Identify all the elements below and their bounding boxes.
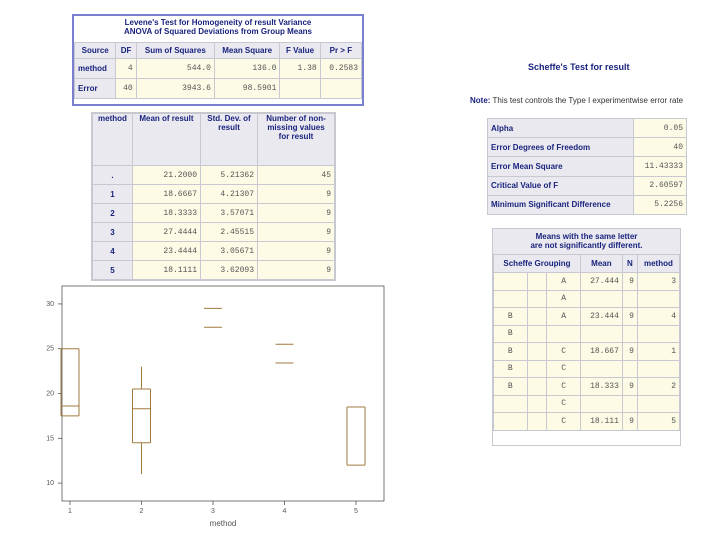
- grouping-letter: [494, 273, 528, 291]
- table-row: [494, 325, 680, 343]
- cell: 136.0: [214, 59, 279, 79]
- cell: 18.333: [580, 378, 622, 396]
- y-axis: [46, 301, 62, 487]
- cell: 18.1111: [132, 261, 200, 280]
- box-method-2: [133, 367, 151, 475]
- grouping-letter: [527, 413, 547, 431]
- x-tick-label: 1: [68, 508, 72, 515]
- table-row: [494, 360, 680, 378]
- grouping-letter: B: [494, 325, 528, 343]
- cell: [580, 360, 622, 378]
- table-row: [494, 395, 680, 413]
- cell: [637, 325, 679, 343]
- cell: 9: [258, 223, 335, 242]
- y-tick-label: 15: [46, 435, 54, 443]
- x-tick-label: 2: [139, 508, 144, 515]
- grouping-letter: [547, 325, 581, 343]
- cell: [622, 395, 637, 413]
- grouping-letter: [527, 395, 547, 413]
- col-header: Std. Dev. of result: [201, 114, 258, 166]
- grouping-letter: [527, 325, 547, 343]
- grouping-title: Means with the same letter: [493, 229, 680, 241]
- grouping-letter: C: [547, 343, 581, 361]
- box-method-1: [61, 349, 79, 416]
- cell: 1.38: [280, 59, 320, 79]
- table-row: [75, 79, 362, 99]
- levene-title: Levene's Test for Homogeneity of result Variance: [124, 18, 312, 27]
- grouping-subtitle: are not significantly different.: [493, 241, 680, 254]
- x-axis-label: method: [209, 519, 237, 528]
- scheffe-note: [470, 96, 683, 105]
- cell: [320, 79, 361, 99]
- col-header: DF: [116, 43, 136, 59]
- grouping-letter: C: [547, 378, 581, 396]
- x-tick-label: 4: [282, 508, 287, 515]
- boxplot-chart: [40, 280, 392, 532]
- row-header: Error: [75, 79, 116, 99]
- cell: 4: [637, 308, 679, 326]
- cell: 40: [634, 138, 687, 157]
- cell: 0.05: [634, 119, 687, 138]
- y-tick-label: 10: [46, 480, 54, 488]
- row-header: 2: [93, 204, 133, 223]
- cell: [637, 395, 679, 413]
- box-method-3: [204, 308, 222, 327]
- cell: 9: [258, 204, 335, 223]
- col-header: Mean of result: [132, 114, 200, 166]
- cell: [622, 290, 637, 308]
- col-header: Source: [75, 43, 116, 59]
- table-row: [93, 242, 335, 261]
- grouping-letter: B: [494, 308, 528, 326]
- row-header: Critical Value of F: [488, 176, 634, 195]
- table-row: [494, 290, 680, 308]
- grouping-letter: C: [547, 413, 581, 431]
- cell: 2.45515: [201, 223, 258, 242]
- scheffe-grouping-wrap: [492, 228, 681, 446]
- grouping-letter: C: [547, 360, 581, 378]
- grouping-letter: [527, 360, 547, 378]
- table-row: [93, 223, 335, 242]
- cell: 544.0: [136, 59, 214, 79]
- x-axis: [68, 501, 358, 515]
- note-text: This test controls the Type I experimentwise error rate: [492, 96, 684, 105]
- grouping-letter: B: [494, 378, 528, 396]
- table-row: [488, 176, 687, 195]
- cell: 9: [622, 308, 637, 326]
- scheffe-title: Scheffe's Test for result: [528, 62, 630, 72]
- cell: 9: [622, 413, 637, 431]
- grouping-letter: [494, 290, 528, 308]
- grouping-letter: [527, 273, 547, 291]
- row-header: Alpha: [488, 119, 634, 138]
- table-row: [494, 343, 680, 361]
- scheffe-stats-table: [487, 118, 687, 215]
- table-row: [93, 166, 335, 185]
- cell: 5.2256: [634, 195, 687, 214]
- cell: 27.444: [580, 273, 622, 291]
- cell: 11.43333: [634, 157, 687, 176]
- row-header: Error Mean Square: [488, 157, 634, 176]
- box-method-5: [347, 407, 365, 465]
- cell: 45: [258, 166, 335, 185]
- row-header: 1: [93, 185, 133, 204]
- y-tick-label: 25: [46, 345, 54, 353]
- cell: 21.2000: [132, 166, 200, 185]
- row-header: Minimum Significant Difference: [488, 195, 634, 214]
- x-tick-label: 5: [354, 508, 358, 515]
- grouping-letter: [527, 343, 547, 361]
- means-table: [92, 113, 335, 280]
- grouping-letter: B: [494, 360, 528, 378]
- table-row: [93, 261, 335, 280]
- table-row: [75, 59, 362, 79]
- table-row: [488, 195, 687, 214]
- col-header: Pr > F: [320, 43, 361, 59]
- levene-anova-table: [74, 42, 362, 99]
- table-row: [494, 308, 680, 326]
- col-header: Mean: [580, 255, 622, 273]
- grouping-letter: C: [547, 395, 581, 413]
- y-tick-label: 30: [46, 300, 54, 308]
- cell: 3.62093: [201, 261, 258, 280]
- row-header: method: [75, 59, 116, 79]
- means-table-wrap: [91, 112, 336, 281]
- cell: 5.21362: [201, 166, 258, 185]
- row-header: 3: [93, 223, 133, 242]
- scheffe-stats-wrap: [487, 118, 687, 215]
- y-tick-label: 20: [46, 390, 54, 398]
- col-header: F Value: [280, 43, 320, 59]
- levene-subtitle: ANOVA of Squared Deviations from Group Means: [123, 27, 313, 36]
- grouping-letter: A: [547, 290, 581, 308]
- cell: 18.111: [580, 413, 622, 431]
- cell: 23.4444: [132, 242, 200, 261]
- table-row: [93, 185, 335, 204]
- row-header: .: [93, 166, 133, 185]
- cell: 23.444: [580, 308, 622, 326]
- cell: 4.21307: [201, 185, 258, 204]
- cell: 9: [258, 185, 335, 204]
- cell: [637, 360, 679, 378]
- cell: [580, 395, 622, 413]
- col-header: method: [637, 255, 679, 273]
- col-header: Mean Square: [214, 43, 279, 59]
- cell: 9: [622, 343, 637, 361]
- box-method-4: [276, 344, 294, 363]
- cell: [280, 79, 320, 99]
- table-row: [494, 273, 680, 291]
- grouping-letter: [527, 378, 547, 396]
- cell: 9: [258, 242, 335, 261]
- cell: 18.6667: [132, 185, 200, 204]
- cell: 27.4444: [132, 223, 200, 242]
- table-row: [93, 204, 335, 223]
- table-row: [488, 138, 687, 157]
- cell: 98.5901: [214, 79, 279, 99]
- cell: 40: [116, 79, 136, 99]
- row-header: 4: [93, 242, 133, 261]
- cell: [580, 290, 622, 308]
- cell: 9: [622, 378, 637, 396]
- col-header: N: [622, 255, 637, 273]
- grouping-letter: [494, 395, 528, 413]
- cell: 0.2583: [320, 59, 361, 79]
- cell: 9: [622, 273, 637, 291]
- cell: 3943.6: [136, 79, 214, 99]
- table-row: [494, 378, 680, 396]
- cell: 18.3333: [132, 204, 200, 223]
- grouping-letter: A: [547, 308, 581, 326]
- x-tick-label: 3: [211, 508, 215, 515]
- cell: 3: [637, 273, 679, 291]
- grouping-letter: [527, 308, 547, 326]
- cell: 3.05671: [201, 242, 258, 261]
- row-header: 5: [93, 261, 133, 280]
- cell: [622, 325, 637, 343]
- table-row: [494, 413, 680, 431]
- col-header: Number of non-missing values for result: [258, 114, 335, 166]
- scheffe-grouping-table: [493, 254, 680, 431]
- note-label: Note:: [470, 96, 491, 105]
- cell: [637, 290, 679, 308]
- cell: 9: [258, 261, 335, 280]
- table-row: [488, 157, 687, 176]
- col-header: Scheffe Grouping: [494, 255, 581, 273]
- levene-table: [72, 14, 364, 106]
- grouping-letter: B: [494, 343, 528, 361]
- cell: [580, 325, 622, 343]
- table-row: [488, 119, 687, 138]
- plot-frame: [62, 286, 384, 501]
- cell: 2: [637, 378, 679, 396]
- grouping-letter: [494, 413, 528, 431]
- cell: 18.667: [580, 343, 622, 361]
- row-header: Error Degrees of Freedom: [488, 138, 634, 157]
- grouping-letter: A: [547, 273, 581, 291]
- cell: 4: [116, 59, 136, 79]
- cell: [622, 360, 637, 378]
- cell: 5: [637, 413, 679, 431]
- cell: 2.60597: [634, 176, 687, 195]
- col-header: Sum of Squares: [136, 43, 214, 59]
- grouping-letter: [527, 290, 547, 308]
- col-header: method: [93, 114, 133, 166]
- cell: 3.57071: [201, 204, 258, 223]
- box-series: [61, 308, 365, 474]
- cell: 1: [637, 343, 679, 361]
